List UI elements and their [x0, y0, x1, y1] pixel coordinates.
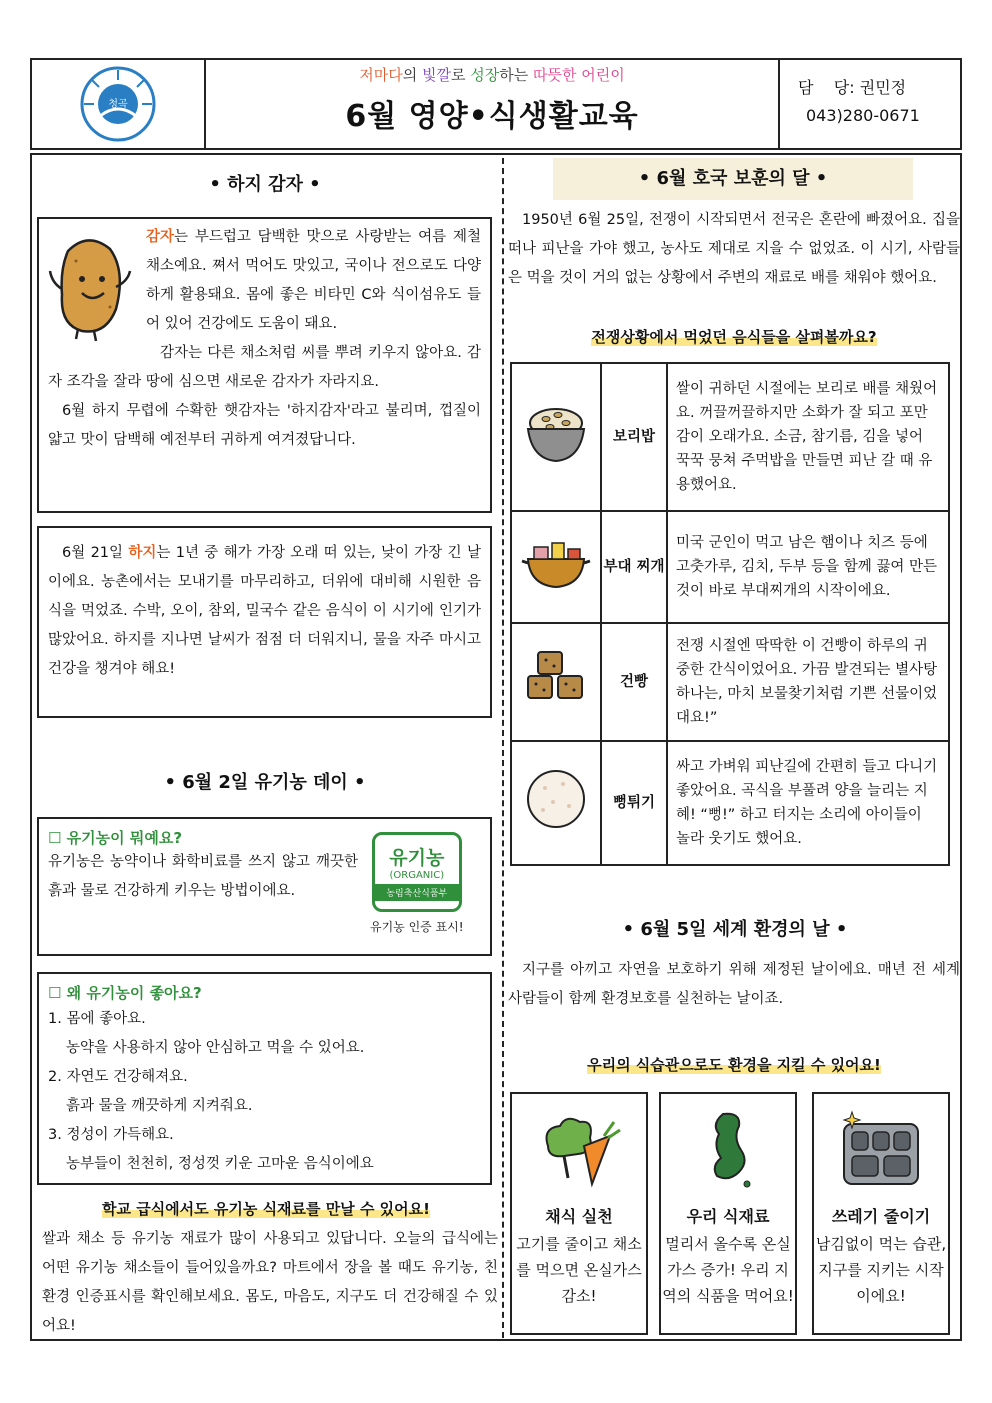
organic-why-box	[37, 972, 492, 1185]
reason-2-detail: 흙과 물을 깨끗하게 지켜줘요.	[66, 1098, 253, 1114]
table-row	[511, 741, 949, 865]
haji-paragraph: 6월 21일 하지는 1년 중 해가 가장 오래 떠 있는, 낮이 가장 긴 날이에요. 농촌에서는 모내기를 마무리하고, 더위에 대비해 시원한 음식을 먹었죠. 수박, 오이, 참외, 밀국수 같은 음식이 이 시기에 인기가 많았어요. 하지를 지나면 날씨가 점점 더 더워지니, 물을 자주 마시고 건강을 챙겨야 해요!	[48, 545, 481, 677]
environment-intro: 지구를 아끼고 자연을 보호하기 위해 제정된 날이에요. 매년 전 세계 사람들이 함께 환경보호를 실천하는 날이죠.	[508, 962, 960, 1007]
potato-paragraph-1: 감자는 부드럽고 담백한 맛으로 사랑받는 여름 제철 채소예요. 쪄서 먹어도 맛있고, 국이나 전으로도 다양하게 활용돼요. 몸에 좋은 비타민 C와 식이섬유도 들어 있어 건강에도 도움이 돼요.	[146, 229, 481, 332]
reason-3-title: 3. 정성이 가득해요.	[48, 1127, 174, 1143]
organic-section-title: • 6월 2일 유기농 데이 •	[164, 772, 366, 793]
potato-paragraph-3: 6월 하지 무렵에 수확한 햇감자는 '하지감자'라고 불리며, 껍질이 얇고 맛이 담백해 예전부터 귀하게 여겨졌답니다.	[48, 403, 481, 448]
war-food-table	[510, 362, 950, 866]
contact-phone: 043)280-0671	[806, 106, 920, 125]
eating-habits-heading: 우리의 식습관으로도 환경을 지킬 수 있어요!	[587, 1056, 881, 1074]
card-vegetarian-title: 채식 실천	[545, 1207, 613, 1226]
school-meal-heading: 학교 급식에서도 유기농 식재료를 만날 수 있어요!	[102, 1200, 430, 1218]
food-desc-barley-rice: 쌀이 귀하던 시절에는 보리로 배를 채웠어요. 꺼끌꺼끌하지만 소화가 잘 되고 포만감이 오래가요. 소금, 참기름, 김을 넣어 꾹꾹 뭉쳐 주먹밥을 만들면 피난 갈 때 유용했어요.	[667, 363, 949, 511]
organic-certification-mark	[370, 848, 464, 935]
school-emblem-icon	[78, 64, 158, 144]
vegetables-icon	[534, 1106, 624, 1196]
svg-text:청곡: 청곡	[108, 99, 128, 110]
memorial-section-title: • 6월 호국 보훈의 달 •	[553, 158, 913, 200]
reason-1-title: 1. 몸에 좋아요.	[48, 1011, 146, 1027]
organic-mark-caption: 유기농 인증 표시!	[370, 920, 464, 934]
card-local-food	[659, 1092, 797, 1335]
card-reduce-waste	[812, 1092, 950, 1335]
food-name-budae-jjigae: 부대 찌개	[601, 511, 667, 623]
organic-question-1: ☐ 유기농이 뭐예요?	[48, 829, 183, 847]
card-local-food-desc: 멀리서 올수록 온실가스 증가! 우리 지역의 식품을 먹어요!	[662, 1235, 794, 1305]
budae-jjigae-image	[511, 511, 601, 623]
hardtack-image	[511, 623, 601, 741]
korea-map-icon	[683, 1106, 773, 1196]
table-row	[511, 363, 949, 511]
reason-1-detail: 농약을 사용하지 않아 안심하고 먹을 수 있어요.	[66, 1040, 365, 1056]
lunch-tray-icon	[836, 1106, 926, 1196]
organic-answer-1: 유기농은 농약이나 화학비료를 쓰지 않고 깨끗한 흙과 물로 건강하게 키우는 방법이에요.	[48, 854, 358, 899]
card-vegetarian	[510, 1092, 648, 1335]
header-center	[206, 60, 780, 148]
war-food-heading: 전쟁상황에서 먹었던 음식들을 살펴볼까요?	[591, 328, 877, 346]
table-row	[511, 623, 949, 741]
food-name-barley-rice: 보리밥	[601, 363, 667, 511]
puffed-rice-cake-icon	[523, 766, 589, 832]
food-name-puffed-rice-cake: 뻥튀기	[601, 741, 667, 865]
contact-info	[780, 60, 960, 148]
food-desc-hardtack: 전쟁 시절엔 딱딱한 이 건빵이 하루의 귀중한 간식이었어요. 가끔 발견되는 별사탕 하나는, 마치 보물찾기처럼 기쁜 선물이었대요!”	[667, 623, 949, 741]
newsletter-header	[30, 58, 962, 150]
column-divider	[502, 158, 504, 1338]
potato-paragraph-2: 감자는 다른 채소처럼 씨를 뿌려 키우지 않아요. 감자 조각을 잘라 땅에 심으면 새로운 감자가 자라지요.	[48, 345, 481, 390]
reason-3-detail: 농부들이 천천히, 정성껏 키운 고마운 음식이에요	[66, 1156, 374, 1172]
card-local-food-title: 우리 식재료	[686, 1207, 770, 1226]
school-meal-paragraph: 쌀과 채소 등 유기농 재료가 많이 사용되고 있답니다. 오늘의 급식에는 어떤 유기농 채소들이 들어있을까요? 마트에서 장을 볼 때도 유기농, 친환경 인증표시를 확인해보세요. 몸도, 마음도, 지구도 더 건강해질 수 있어요!	[42, 1231, 498, 1334]
potato-character-icon	[48, 231, 134, 343]
potato-box	[37, 217, 492, 513]
stew-pot-icon	[518, 533, 594, 593]
barley-rice-image	[511, 363, 601, 511]
card-vegetarian-desc: 고기를 줄이고 채소를 먹으면 온실가스 감소!	[516, 1235, 642, 1305]
puffed-rice-cake-image	[511, 741, 601, 865]
hardtack-icon	[524, 646, 588, 710]
potato-section-title: • 하지 감자 •	[209, 174, 321, 195]
food-name-hardtack: 건빵	[601, 623, 667, 741]
contact-person: 담 당: 권민정	[798, 78, 907, 97]
school-logo	[32, 60, 206, 148]
organic-what-box	[37, 817, 492, 956]
school-slogan: 저마다의 빛깔로 성장하는 따뜻한 어린이	[359, 66, 625, 84]
rice-bowl-icon	[520, 397, 592, 469]
memorial-intro: 1950년 6월 25일, 전쟁이 시작되면서 전국은 혼란에 빠졌어요. 집을 떠나 피난을 가야 했고, 농사도 제대로 지을 수 없었죠. 이 시기, 사람들은 먹을 것이 거의 없는 상황에서 주변의 재료로 배를 채워야 했어요.	[508, 212, 960, 286]
reason-2-title: 2. 자연도 건강해져요.	[48, 1069, 188, 1085]
card-reduce-waste-title: 쓰레기 줄이기	[831, 1207, 931, 1226]
page-title: 6월 영양•식생활교육	[345, 99, 639, 134]
card-reduce-waste-desc: 남김없이 먹는 습관, 지구를 지키는 시작이에요!	[815, 1235, 947, 1305]
environment-section-title: • 6월 5일 세계 환경의 날 •	[622, 919, 848, 940]
food-desc-puffed-rice-cake: 싸고 가벼워 피난길에 간편히 들고 다니기 좋았어요. 곡식을 부풀려 양을 늘리는 지혜! “뻥!” 하고 터지는 소리에 아이들이 놀라 웃기도 했어요.	[667, 741, 949, 865]
organic-question-2: ☐ 왜 유기농이 좋아요?	[48, 984, 202, 1002]
food-desc-budae-jjigae: 미국 군인이 먹고 남은 햄이나 치즈 등에 고춧가루, 김치, 두부 등을 함께 끓여 만든 것이 바로 부대찌개의 시작이에요.	[667, 511, 949, 623]
organic-mark-icon: 유기농 (ORGANIC) 농림축산식품부	[372, 832, 462, 912]
haji-box	[37, 526, 492, 718]
table-row	[511, 511, 949, 623]
